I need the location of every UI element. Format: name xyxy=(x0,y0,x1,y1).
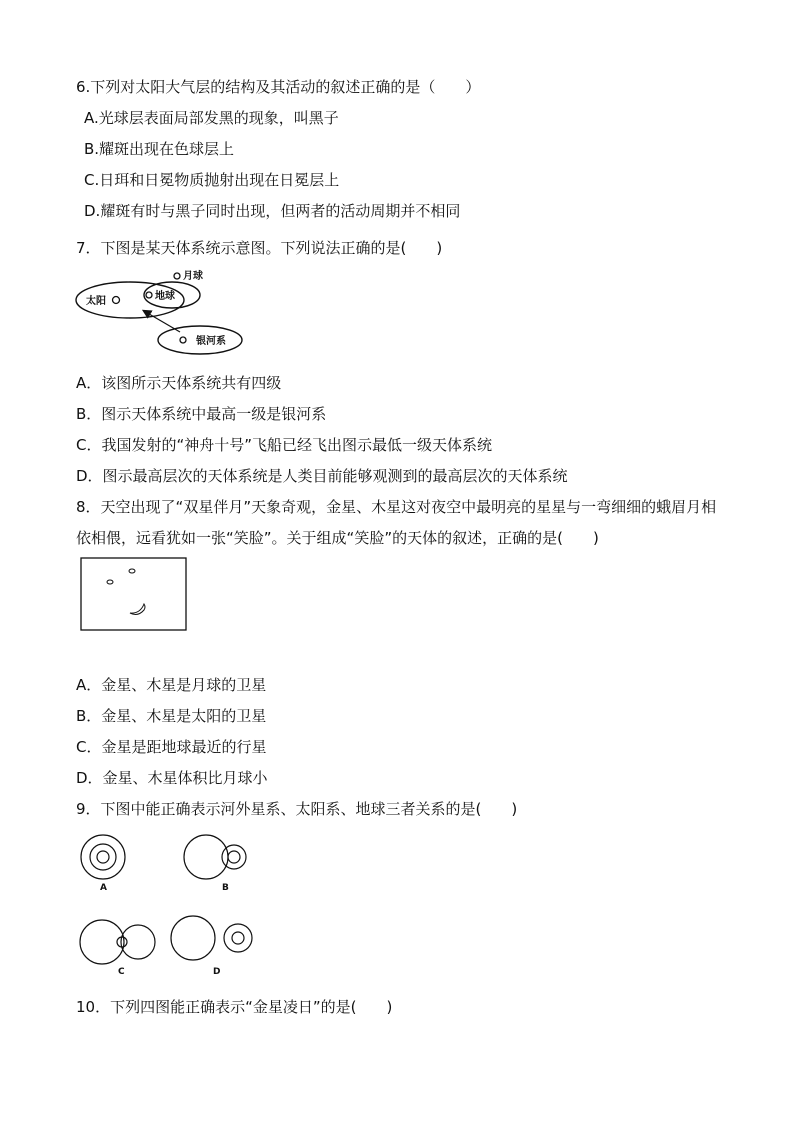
q9-stem: 9．下图中能正确表示河外星系、太阳系、地球三者关系的是( ) xyxy=(76,800,518,818)
q7-celestial-system-diagram xyxy=(72,266,272,356)
q8-option-d: D．金星、木星体积比月球小 xyxy=(76,769,268,787)
q7-option-c: C．我国发射的“神舟十号”飞船已经飞出图示最低一级天体系统 xyxy=(76,436,493,454)
galaxy-label: 银河系 xyxy=(196,336,226,347)
diagram-a xyxy=(81,835,125,893)
label-d: D xyxy=(213,967,221,977)
label-a: A xyxy=(100,883,107,893)
moon-label: 月球 xyxy=(183,271,203,282)
galaxy-dot xyxy=(180,337,186,343)
q7-stem: 7．下图是某天体系统示意图。下列说法正确的是( ) xyxy=(76,239,443,257)
earth-dot xyxy=(146,292,152,298)
diagram-c xyxy=(80,920,155,977)
q8-option-c: C．金星是距地球最近的行星 xyxy=(76,738,267,756)
earth-label: 地球 xyxy=(155,291,175,302)
sun-label: 太阳 xyxy=(86,296,106,307)
diagram-b xyxy=(184,835,246,893)
q7-option-b: B．图示天体系统中最高一级是银河系 xyxy=(76,405,327,423)
q9-choice-diagrams xyxy=(78,832,268,982)
label-c: C xyxy=(118,967,125,977)
q6-option-a: A.光球层表面局部发黑的现象，叫黑子 xyxy=(84,109,339,127)
q8-smiling-face-figure xyxy=(80,557,190,632)
diagram-d xyxy=(171,916,252,977)
crescent-moon xyxy=(130,604,145,614)
label-b: B xyxy=(222,883,229,893)
moon-dot xyxy=(174,273,180,279)
q7-option-a: A．该图所示天体系统共有四级 xyxy=(76,374,282,392)
q6-option-d: D.耀斑有时与黑子同时出现，但两者的活动周期并不相同 xyxy=(84,202,461,220)
sun-dot xyxy=(113,297,120,304)
q8-option-a: A．金星、木星是月球的卫星 xyxy=(76,676,267,694)
jupiter-dot xyxy=(129,569,135,573)
venus-dot xyxy=(107,580,113,584)
q6-option-b: B.耀斑出现在色球层上 xyxy=(84,140,235,158)
q8-stem: 8．天空出现了“双星伴月”天象奇观，金星、木星这对夜空中最明亮的星星与一弯细细的蛾眉月相依相偎，远看犹如一张“笑脸”。关于组成“笑脸”的天体的叙述，正确的是( ) xyxy=(76,498,717,547)
q6-option-c: C.日珥和日冕物质抛射出现在日冕层上 xyxy=(84,171,340,189)
q7-option-d: D．图示最高层次的天体系统是人类目前能够观测到的最高层次的天体系统 xyxy=(76,467,568,485)
q10-stem: 10．下列四图能正确表示“金星凌日”的是( ) xyxy=(76,998,393,1016)
q6-stem: 6.下列对太阳大气层的结构及其活动的叙述正确的是（ ） xyxy=(76,78,481,96)
q8-option-b: B．金星、木星是太阳的卫星 xyxy=(76,707,267,725)
